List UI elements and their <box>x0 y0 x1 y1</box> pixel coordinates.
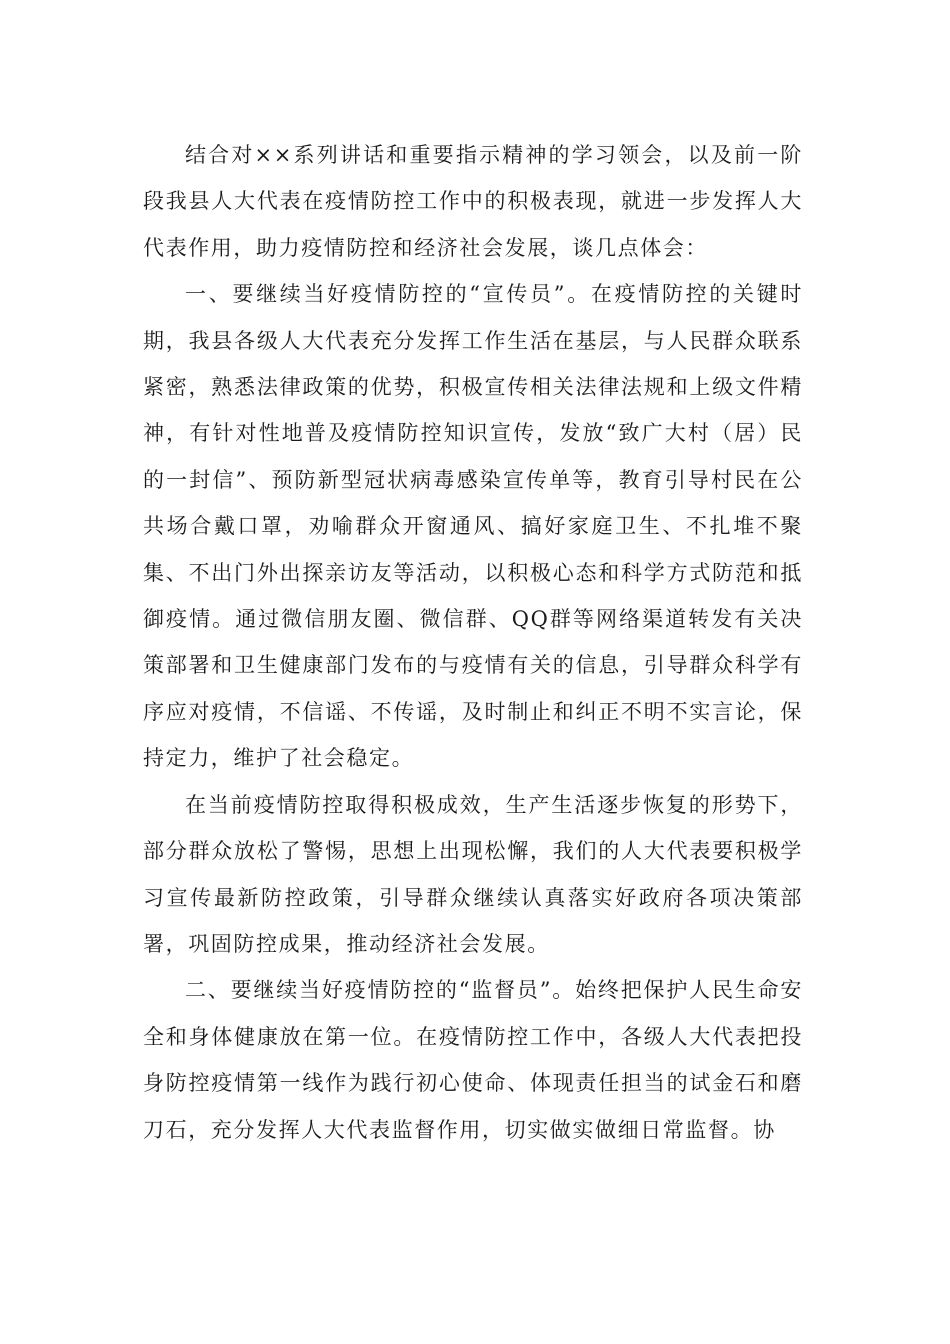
document-body <box>143 132 803 1153</box>
paragraph-section-one: 一、要继续当好疫情防控的“宣传员”。在疫情防控的关键时期，我县各级人大代表充分发挥工作生活在基层，与人民群众联系紧密，熟悉法律政策的优势，积极宣传相关法律法规和上级文件精神，有针对性地普及疫情防控知识宣传，发放“致广大村（居）民的一封信”、预防新型冠状病毒感染宣传单等，教育引导村民在公共场合戴口罩，劝喻群众开窗通风、搞好家庭卫生、不扎堆不聚集、不出门外出探亲访友等活动，以积极心态和科学方式防范和抵御疫情。通过微信朋友圈、微信群、QQ群等网络渠道转发有关决策部署和卫生健康部门发布的与疫情有关的信息，引导群众科学有序应对疫情，不信谣、不传谣，及时制止和纠正不明不实言论，保持定力，维护了社会稳定。 <box>143 282 803 771</box>
paragraph-section-two: 二、要继续当好疫情防控的“监督员”。始终把保护人民生命安全和身体健康放在第一位。在疫情防控工作中，各级人大代表把投身防控疫情第一线作为践行初心使命、体现责任担当的试金石和磨刀石，充分发挥人大代表监督作用，切实做实做细日常监督。协 <box>143 978 803 1142</box>
paragraph-current-situation: 在当前疫情防控取得积极成效，生产生活逐步恢复的形势下，部分群众放松了警惕，思想上出现松懈，我们的人大代表要积极学习宣传最新防控政策，引导群众继续认真落实好政府各项决策部署，巩固防控成果，推动经济社会发展。 <box>143 792 803 956</box>
paragraph-intro: 结合对××系列讲话和重要指示精神的学习领会，以及前一阶段我县人大代表在疫情防控工作中的积极表现，就进一步发挥人大代表作用，助力疫情防控和经济社会发展，谈几点体会： <box>143 143 803 260</box>
